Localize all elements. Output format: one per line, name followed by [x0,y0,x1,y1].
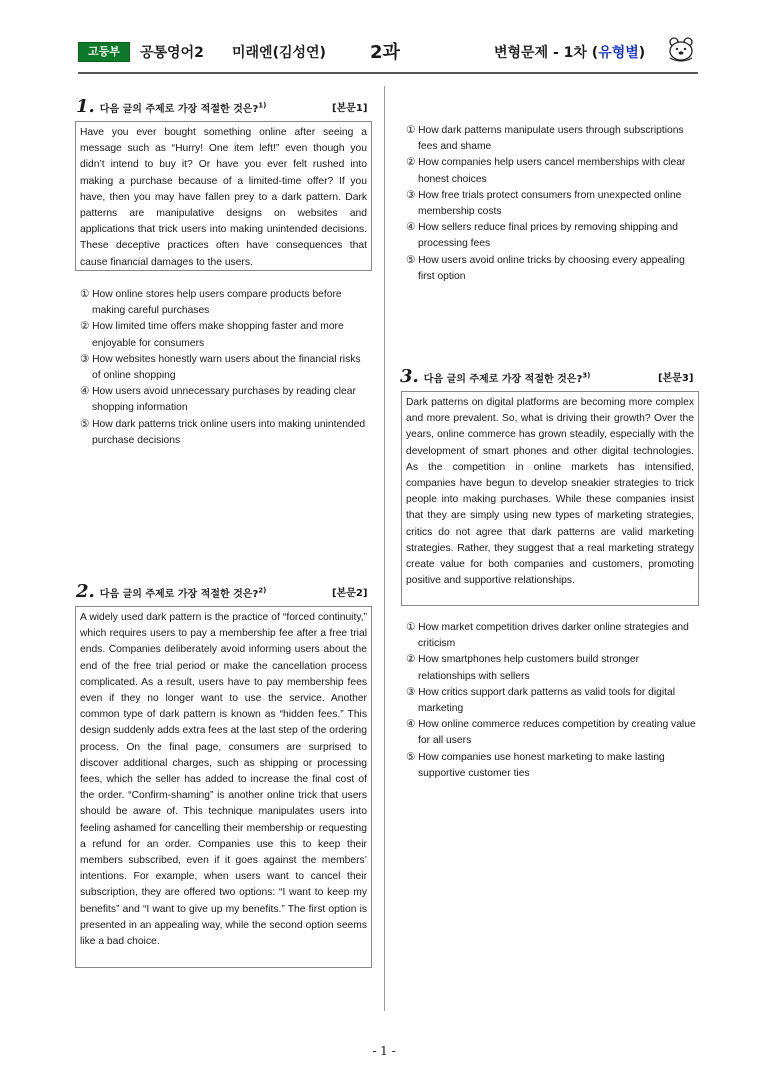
question-number: 1. [76,96,95,117]
question-1-passage: Have you ever bought something online after seeing a message such as “Hurry! One item left!” even though you didn’t intend to buy it? Or have you ever felt rushed into making a purchase because of a limited-time offer? If you have, then you may have fallen prey to a dark pattern. Dark patterns are manipulative designs on websites and applications that trick users into making unintended decisions. These deceptive practices often have consequences that cause financial damages to the users. [75,121,372,271]
choice-item[interactable]: ⑤ How users avoid online tricks by choosing every appealing first option [406,254,685,282]
subject-label: 공통영어2 [140,45,204,61]
choice-item[interactable]: ① How market competition drives darker online strategies and criticism [406,622,689,650]
publisher-label: 미래엔(김성연) [232,45,326,61]
column-divider [384,86,385,1011]
page-header [78,38,698,68]
choice-item[interactable]: ④ How users avoid unnecessary purchases by reading clear shopping information [80,386,356,414]
question-3-choices [406,620,696,782]
bear-mascot-icon [666,34,696,64]
choice-item[interactable]: ② How limited time offers make shopping faster and more enjoyable for consumers [80,321,344,349]
question-2-heading [76,581,368,603]
source-label: [본문3] [658,373,694,384]
choice-item[interactable]: ③ How critics support dark patterns as valid tools for digital marketing [406,686,676,715]
question-prompt: 다음 글의 주제로 가장 적절한 것은? [99,104,259,115]
choice-item[interactable]: ① How online stores help users compare products before making careful purchases [80,289,342,317]
exam-type-highlight: 유형별 [598,45,639,61]
source-label: [본문2] [332,588,368,599]
source-label: [본문1] [332,103,368,114]
choice-item[interactable]: ② How companies help users cancel memberships with clear honest choices [406,157,686,185]
question-number: 3. [400,366,419,387]
header-divider [78,72,698,74]
footnote-marker: 1) [258,101,267,110]
level-badge: 고등부 [78,42,130,62]
question-1-heading [76,96,368,118]
question-2-passage: A widely used dark pattern is the practice of “forced continuity,” which requires users to pay a membership fee after a free trial ends. Companies deliberately avoid informing users about the end of the free trial period or make the cancellation process complicated. As a result, users have to pay membership fees even if they no longer want to use the service. Another common type of dark pattern is known as “hidden fees.” This design suddenly adds extra fees at the last step of the ordering process. On the final page, consumers are surprised to discover additional charges, such as shipping or processing fees, which the seller has added to increase the final cost of the order. “Confirm-shaming” is another online trick that users should be aware of. This technique manipulates users into feeling ashamed for cancelling their membership or requesting a refund for an order. Companies use this to keep their members subscribed, even if it goes against the members’ intentions. For example, when users want to cancel their subscription, they are offered two options: “I want to keep my benefits” and “I want to give up my benefits.” The first option is presented in an appealing way, while the second option seems like a bad choice. [75,606,372,968]
exam-type-suffix: ) [638,45,646,61]
choice-item[interactable]: ④ How online commerce reduces competition by creating value for all users [406,719,696,747]
choice-item[interactable]: ⑤ How companies use honest marketing to make lasting supportive customer ties [406,751,665,779]
question-2-choices [406,123,696,285]
question-prompt: 다음 글의 주제로 가장 적절한 것은? [99,589,259,600]
question-number: 2. [76,581,95,602]
page-number: - 1 - [372,1044,396,1058]
choice-item[interactable]: ② How smartphones help customers build stronger relationships with sellers [406,654,640,682]
choice-item[interactable]: ⑤ How dark patterns trick online users into making unintended purchase decisions [80,418,366,446]
choice-item[interactable]: ④ How sellers reduce final prices by removing shipping and processing fees [406,222,678,250]
exam-type-prefix: 변형문제 - 1차 ( [494,45,599,61]
question-3-passage: Dark patterns on digital platforms are becoming more complex and more prevalent. So, what is driving their growth? Over the years, online commerce has grown steadily, especially with the development of smart phones and other digital technologies. As the competition in online markets has intensified, companies have begun to develop sneakier strategies to trick people into making purchases. While these companies insist that they are simply using new types of marketing strategies, critics do not agree that dark patterns are valid marketing strategies. Rather, they suggest that a real marketing strategy create value for both companies and customers, promoting positive and supportive relationships. [401,391,699,606]
choice-item[interactable]: ③ How websites honestly warn users about the financial risks of online shopping [80,353,361,382]
question-3-heading [400,366,694,388]
footnote-marker: 2) [258,586,267,595]
lesson-label: 2과 [370,42,400,63]
question-1-choices [80,287,370,449]
footnote-marker: 3) [582,371,591,380]
question-prompt: 다음 글의 주제로 가장 적절한 것은? [423,374,583,385]
exam-type-label [494,42,645,62]
choice-item[interactable]: ③ How free trials protect consumers from unexpected online membership costs [406,189,682,218]
choice-item[interactable]: ① How dark patterns manipulate users through subscriptions fees and shame [406,125,684,153]
